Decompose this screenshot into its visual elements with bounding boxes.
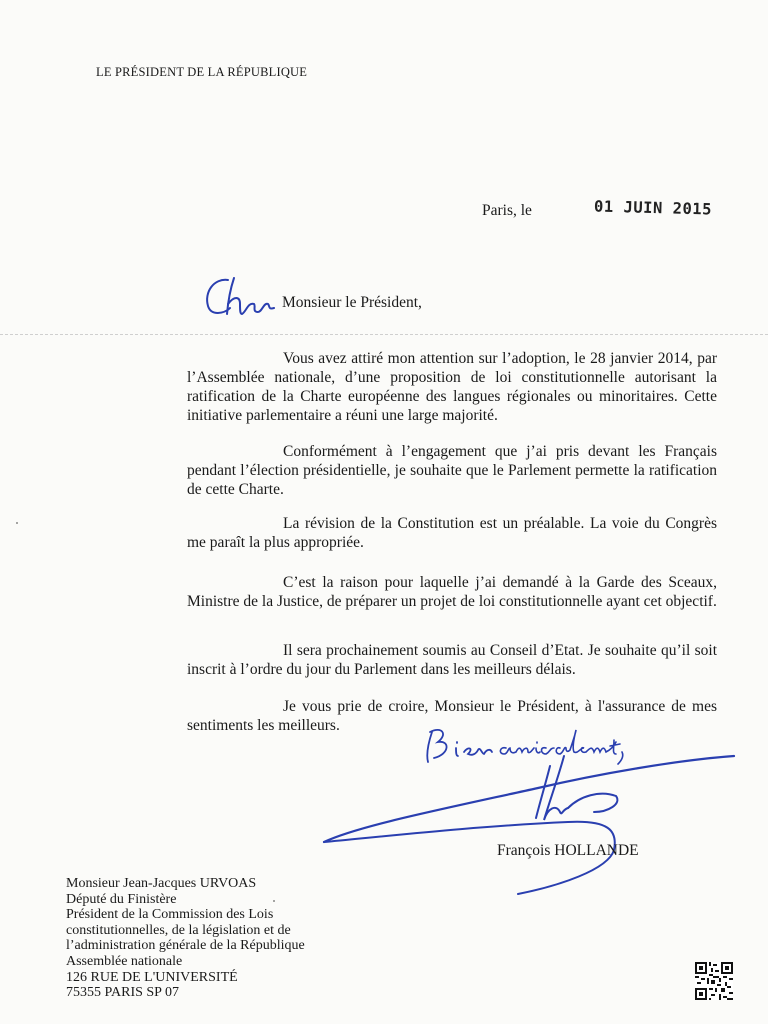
recipient-address — [66, 876, 305, 1001]
paper-speck — [16, 522, 18, 524]
date-stamp: 01 JUIN 2015 — [593, 197, 713, 219]
recipient-line: l’administration générale de la République — [66, 938, 305, 954]
recipient-line: constitutionnelles, de la législation et de — [66, 922, 291, 938]
recipient-line: Député du Finistère — [66, 891, 177, 907]
paragraph-engagement: Conformément à l’engagement que j’ai pris devant les Français pendant l’élection présidentielle, je souhaite que le Parlement permette la ratification de cette Charte. — [187, 443, 717, 498]
letterhead: LE PRÉSIDENT DE LA RÉPUBLIQUE — [96, 65, 308, 79]
paragraph-adoption: Vous avez attiré mon attention sur l’adoption, le 28 janvier 2014, par l’Assemblée nationale, d’une proposition de loi constitutionnelle autorisant la ratification de la Charte européenne des langues régionales ou minoritaires. Cette initiative parlementaire a réuni une large majorité. — [187, 350, 717, 424]
date-label: Paris, le — [482, 202, 532, 219]
recipient-line: 126 RUE DE L'UNIVERSITÉ — [66, 969, 238, 985]
recipient-line: 75355 PARIS SP 07 — [66, 985, 179, 1001]
paragraph-justice: C’est la raison pour laquelle j’ai demandé à la Garde des Sceaux, Ministre de la Justice, de préparer un projet de loi constitutionnelle ayant cet objectif. — [187, 574, 717, 610]
recipient-line: Monsieur Jean-Jacques URVOAS — [66, 876, 257, 891]
recipient-line: Président de la Commission des Lois — [66, 907, 274, 923]
signer-name: François HOLLANDE — [497, 842, 639, 859]
salutation: Monsieur le Président, — [282, 294, 422, 311]
signature — [318, 752, 738, 902]
recipient-line: Assemblée nationale — [66, 953, 183, 969]
paper-speck — [273, 900, 275, 902]
qr-code — [695, 962, 733, 1000]
handwritten-cher — [200, 272, 280, 322]
paragraph-conseil: Il sera prochainement soumis au Conseil d’Etat. Je souhaite qu’il soit inscrit à l’ordre du jour du Parlement dans les meilleurs délais. — [187, 642, 717, 678]
fold-line — [0, 334, 768, 335]
paragraph-revision: La révision de la Constitution est un préalable. La voie du Congrès me paraît la plus appropriée. — [187, 515, 717, 551]
paragraph-closing: Je vous prie de croire, Monsieur le Président, à l'assurance de mes sentiments les meilleurs. — [187, 698, 717, 734]
